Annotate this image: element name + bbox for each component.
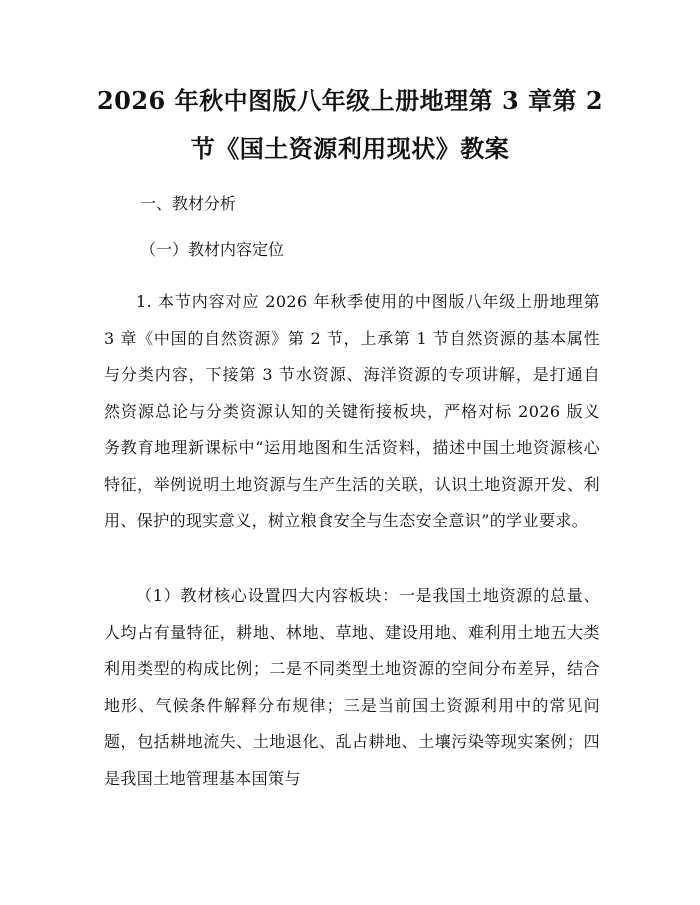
body-paragraph-1: 1. 本节内容对应 2026 年秋季使用的中图版八年级上册地理第 3 章《中国的自然资源》第 2 节，上承第 1 节自然资源的基本属性与分类内容，下接第 3 节水资源、海洋资源的专项讲解，是打通自然资源总论与分类资源认知的关键衔接板块，严格对标 2026 版义务教育地理新课标中“运用地图和生活资料，描述中国土地资源核心特征，举例说明土地资源与生产生活的关联，认识土地资源开发、利用、保护的现实意义，树立粮食安全与生态安全意识”的学业要求。 (104, 292, 600, 530)
document-title-line-1: 2026 年秋中图版八年级上册地理第 3 章第 2 (96, 86, 604, 115)
body-paragraph-2: （1）教材核心设置四大内容板块：一是我国土地资源的总量、人均占有量特征，耕地、林地、草地、建设用地、难利用土地五大类利用类型的构成比例；二是不同类型土地资源的空间分布差异，结合地形、气候条件解释分布规律；三是当前国土资源利用中的常见问题，包括耕地流失、土地退化、乱占耕地、土壤污染等现实案例；四是我国土地管理基本国策与 (104, 586, 600, 788)
section-heading: 一、教材分析 (140, 194, 237, 213)
document-title-line-2: 节《国土资源利用现状》教案 (190, 134, 510, 163)
subsection-heading: （一）教材内容定位 (140, 240, 285, 259)
